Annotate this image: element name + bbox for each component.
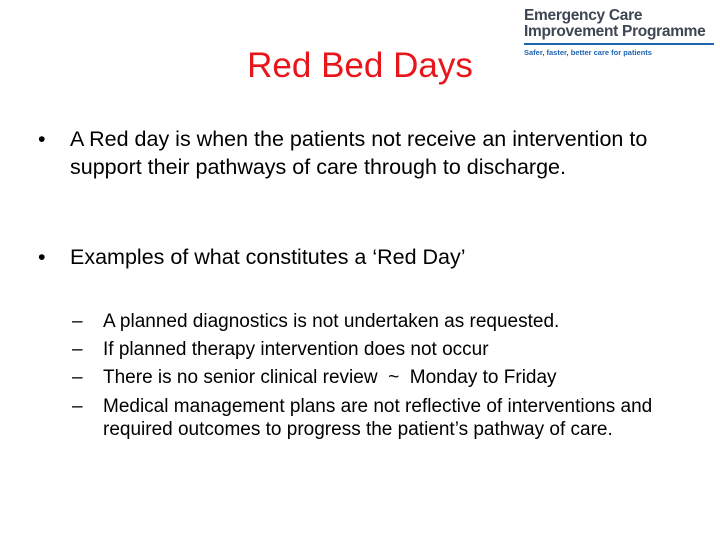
slide-title: Red Bed Days bbox=[247, 46, 473, 85]
logo-rule bbox=[524, 43, 714, 45]
list-item bbox=[72, 336, 672, 364]
bullet-text: A Red day is when the patients not receive an intervention to support their pathways of care through to discharge. bbox=[70, 127, 648, 179]
list-item-text: Medical management plans are not reflective of interventions and required outcomes to progress the patient’s pathway of care. bbox=[103, 396, 653, 440]
list-item-text: A planned diagnostics is not undertaken as requested. bbox=[103, 311, 560, 332]
bullet-text: Examples of what constitutes a ‘Red Day’ bbox=[70, 245, 466, 269]
bullet-red-day-examples bbox=[38, 244, 688, 272]
dash-marker: – bbox=[72, 367, 83, 388]
list-item bbox=[72, 395, 672, 441]
dash-marker: – bbox=[72, 396, 83, 417]
list-item bbox=[72, 364, 672, 392]
bullet-marker: • bbox=[38, 127, 46, 151]
list-item-text: If planned therapy intervention does not occur bbox=[103, 339, 489, 360]
ecip-logo bbox=[524, 8, 716, 57]
logo-line1: Emergency Care bbox=[524, 7, 643, 24]
list-item-text: There is no senior clinical review ~ Monday to Friday bbox=[103, 367, 557, 388]
bullet-red-day-definition bbox=[38, 126, 688, 181]
logo-line2: Improvement Programme bbox=[524, 23, 706, 40]
list-item bbox=[72, 308, 672, 336]
dash-marker: – bbox=[72, 339, 83, 360]
logo-tagline: Safer, faster, better care for patients bbox=[524, 47, 652, 57]
dash-marker: – bbox=[72, 311, 83, 332]
bullet-marker: • bbox=[38, 245, 46, 269]
examples-sublist bbox=[72, 308, 672, 441]
